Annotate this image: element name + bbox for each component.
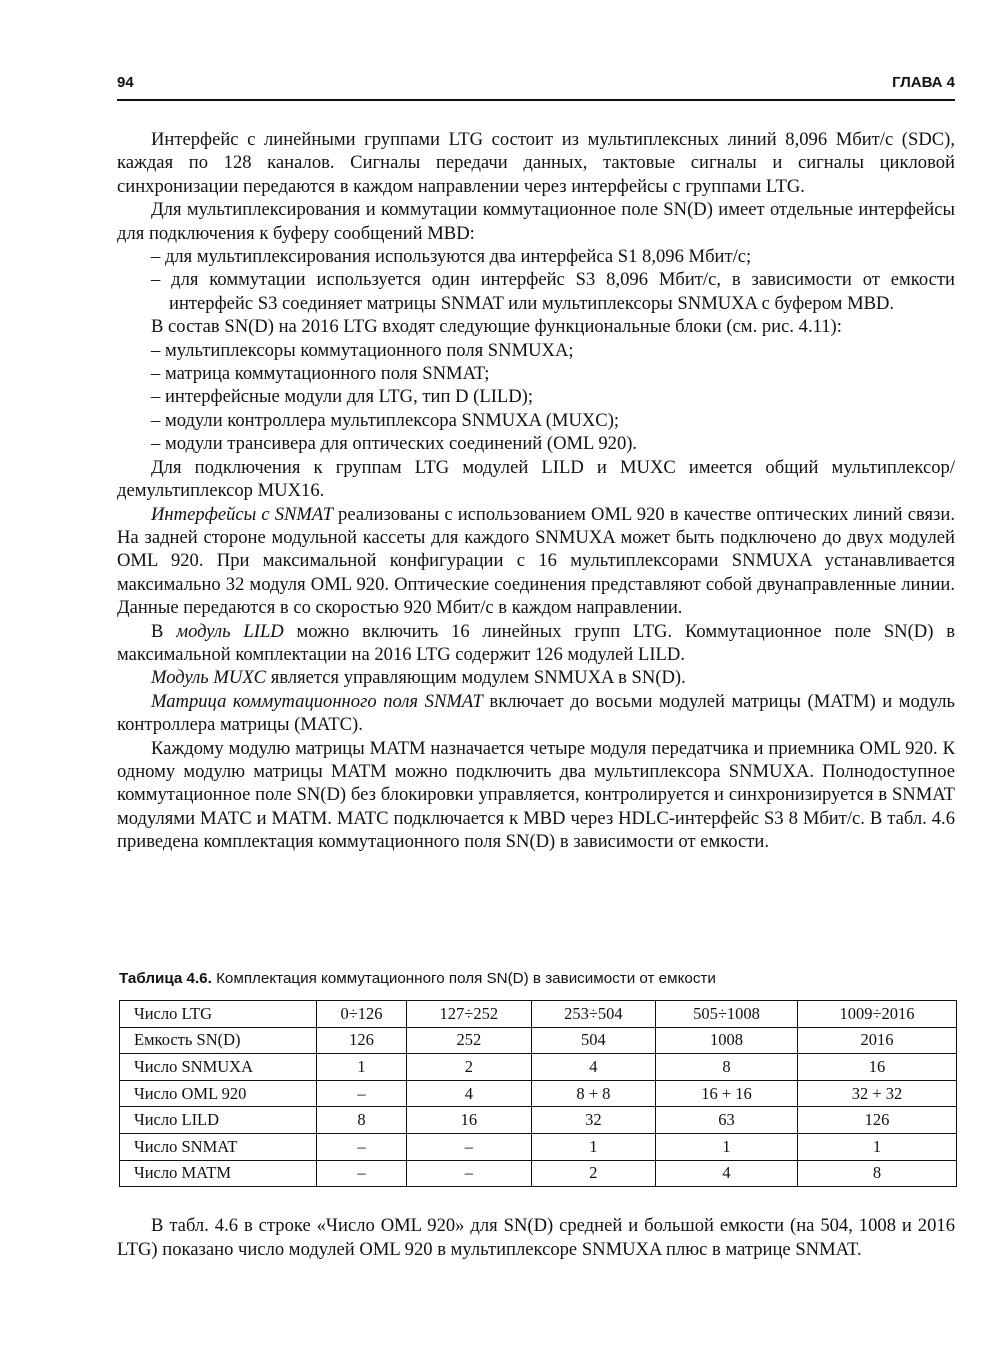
paragraph: Для мультиплексирования и коммутации коммутационное поле SN(D) имеет отдельные интерфейсы для подключения к буферу сообщений MBD: [117, 199, 955, 244]
table-cell: 8 [797, 1160, 956, 1187]
table-cell: 8 [317, 1107, 407, 1134]
table-cell: 505÷1008 [656, 1001, 798, 1028]
table-row [120, 1027, 957, 1054]
table-cell: 2 [531, 1160, 656, 1187]
row-label-cell: Число SNMAT [120, 1133, 317, 1160]
list-item: – модули трансивера для оптических соединений (OML 920). [151, 433, 638, 455]
paragraph-text: включает до восьми модулей матрицы (MATM) и модуль контроллера матрицы (MATC). [117, 690, 955, 736]
paragraph [117, 666, 955, 689]
list-item: – интерфейсные модули для LTG, тип D (LILD); [151, 386, 534, 408]
running-header [117, 74, 955, 96]
capacity-table [119, 1000, 957, 1187]
table-cell: 32 + 32 [797, 1080, 956, 1107]
table-cell: 4 [407, 1080, 532, 1107]
table-cell: – [407, 1133, 532, 1160]
row-label-cell: Число LTG [120, 1001, 317, 1028]
paragraph [117, 620, 955, 667]
paragraph: В табл. 4.6 в строке «Число OML 920» для SN(D) средней и большой емкости (на 504, 1008 и 2016 LTG) показано число модулей OML 920 в мультиплексоре SNMUXA плюс в матрице SNMAT. [117, 1215, 955, 1260]
table-cell: 252 [407, 1027, 532, 1054]
table-cell: 504 [531, 1027, 656, 1054]
paragraph-text: является управляющим модулем SNMUXA в SN(D). [266, 667, 686, 689]
table-cell: 126 [797, 1107, 956, 1134]
table-caption-number: Таблица 4.6. [119, 970, 212, 987]
page-number: 94 [117, 74, 134, 91]
italic-term: Матрица коммутационного поля SNMAT [151, 690, 483, 712]
table-caption [119, 970, 957, 987]
paragraph [117, 690, 955, 737]
paragraph-text: В [151, 620, 177, 642]
list-item: – мультиплексоры коммутационного поля SNMUXA; [151, 339, 574, 361]
table-cell: 8 [656, 1054, 798, 1081]
row-label-cell: Число SNMUXA [120, 1054, 317, 1081]
row-label-cell: Емкость SN(D) [120, 1027, 317, 1054]
table-row [120, 1001, 957, 1028]
list-item: – матрица коммутационного поля SNMAT; [151, 363, 490, 385]
table-cell: 32 [531, 1107, 656, 1134]
row-label-cell: Число MATM [120, 1160, 317, 1187]
table-cell: 63 [656, 1107, 798, 1134]
table-row [120, 1080, 957, 1107]
paragraph: Интерфейс с линейными группами LTG состоит из мультиплексных линий 8,096 Мбит/с (SDC), каждая по 128 каналов. Сигналы передачи данных, тактовые сигналы и сигналы цикловой синхронизации передаются в каждом направлении через интерфейсы с группами LTG. [117, 129, 955, 197]
table-cell: – [407, 1160, 532, 1187]
table-cell: 16 [407, 1107, 532, 1134]
table-row [120, 1054, 957, 1081]
row-label-cell: Число LILD [120, 1107, 317, 1134]
table-cell: – [317, 1080, 407, 1107]
table-cell: 1008 [656, 1027, 798, 1054]
paragraph-text: реализованы с использованием OML 920 в качестве оптических линий связи. На задней стороне модульной кассеты для каждого SNMUXA может быть подключено до двух модулей OML 920. При максимальной конфигурации с 16 мультиплексорами SNMUXA устанавливается максимально 32 модуля OML 920. Оптические соединения представляют собой двунаправленные линии. Данные передаются в со скоростью 920 Мбит/с в каждом направлении. [117, 503, 955, 619]
table-cell: 8 + 8 [531, 1080, 656, 1107]
table-cell: 253÷504 [531, 1001, 656, 1028]
chapter-label: ГЛАВА 4 [892, 74, 955, 91]
italic-term: Интерфейсы с SNMAT [151, 503, 333, 525]
paragraph [117, 503, 955, 620]
table-caption-text: Комплектация коммутационного поля SN(D) в зависимости от емкости [211, 970, 716, 987]
body-text [117, 128, 955, 854]
table-cell: 1 [656, 1133, 798, 1160]
table-cell: 1 [797, 1133, 956, 1160]
table-row [120, 1160, 957, 1187]
table-cell: 126 [317, 1027, 407, 1054]
table-cell: 1 [317, 1054, 407, 1081]
table-cell: 2016 [797, 1027, 956, 1054]
table-cell: 4 [656, 1160, 798, 1187]
table-cell: 16 [797, 1054, 956, 1081]
row-label-cell: Число OML 920 [120, 1080, 317, 1107]
list-item: – для коммутации используется один интерфейс S3 8,096 Мбит/с, в зависимости от емкости интерфейс S3 соединяет матрицы SNMAT или мультиплексоры SNMUXA с буфером MBD. [151, 269, 955, 314]
paragraph: Для подключения к группам LTG модулей LILD и MUXC имеется общий мультиплексор/демультиплексор MUX16. [117, 456, 955, 502]
italic-term: модуль LILD [176, 620, 284, 642]
header-rule [117, 99, 955, 101]
paragraph: В состав SN(D) на 2016 LTG входят следующие функциональные блоки (см. рис. 4.11): [151, 316, 842, 338]
table-row [120, 1133, 957, 1160]
paragraph-text: можно включить 16 линейных групп LTG. Коммутационное поле SN(D) в максимальной комплектации на 2016 LTG содержит 126 модулей LILD. [117, 620, 955, 665]
table-cell: 0÷126 [317, 1001, 407, 1028]
table-cell: 1009÷2016 [797, 1001, 956, 1028]
table-cell: 1 [531, 1133, 656, 1160]
table-cell: 127÷252 [407, 1001, 532, 1028]
list-item: – модули контроллера мультиплексора SNMUXA (MUXC); [151, 409, 620, 431]
italic-term: Модуль MUXC [151, 667, 267, 689]
table-cell: – [317, 1160, 407, 1187]
table-cell: 4 [531, 1054, 656, 1081]
paragraph: Каждому модулю матрицы MATM назначается четыре модуля передатчика и приемника OML 920. К одному модулю матрицы MATM можно подключить два мультиплексора SNMUXA. Полнодоступное коммутационное поле SN(D) без блокировки управляется, контролируется и синхронизируется в SNMAT модулями MATC и MATM. MATC подключается к MBD через HDLC-интерфейс S3 8 Мбит/с. В табл. 4.6 приведена комплектация коммутационного поля SN(D) в зависимости от емкости. [117, 737, 955, 853]
table-cell: 16 + 16 [656, 1080, 798, 1107]
table-cell: – [317, 1133, 407, 1160]
table-row [120, 1107, 957, 1134]
table-cell: 2 [407, 1054, 532, 1081]
list-item: – для мультиплексирования используются два интерфейса S1 8,096 Мбит/с; [151, 246, 752, 268]
closing-paragraph [117, 1214, 955, 1262]
